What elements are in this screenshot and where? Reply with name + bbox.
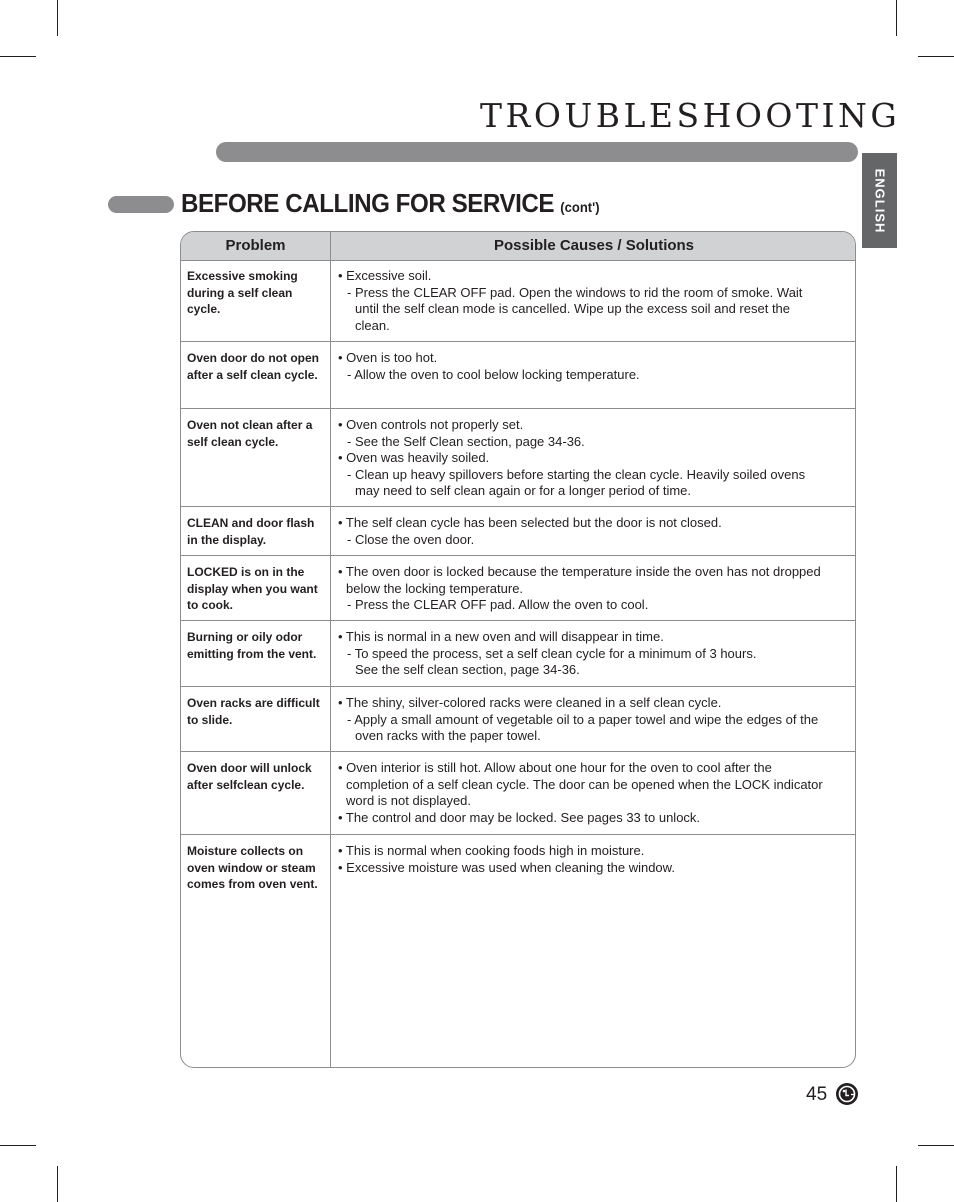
crop-mark [918, 56, 954, 57]
solution-line: - Press the CLEAR OFF pad. Allow the oven to cool. [347, 597, 649, 612]
language-tab [862, 153, 897, 248]
table-row [181, 342, 855, 409]
solution-cell [338, 843, 854, 876]
column-header-problem: Problem [225, 237, 286, 254]
solution-cell [338, 564, 854, 614]
section-heading-suffix: (cont') [560, 199, 600, 215]
section-heading-text: BEFORE CALLING FOR SERVICE [181, 188, 555, 218]
solution-line: • This is normal in a new oven and will disappear in time. [338, 629, 664, 644]
solution-line: - Allow the oven to cool below locking temperature. [347, 366, 640, 382]
solution-cell [338, 629, 854, 679]
solution-cell [338, 350, 854, 383]
solution-line: - To speed the process, set a self clean cycle for a minimum of 3 hours. [347, 645, 757, 661]
problem-cell: Oven door do not open after a self clean cycle. [187, 351, 319, 382]
problem-cell: Oven door will unlock after selfclean cycle. [187, 761, 312, 792]
page-title: TROUBLESHOOTING [480, 96, 901, 135]
table-row [181, 556, 855, 621]
solution-cell [338, 417, 854, 500]
solution-line: • Oven controls not properly set. [338, 417, 524, 432]
table-row [181, 507, 855, 556]
solution-line: - Press the CLEAR OFF pad. Open the windows to rid the room of smoke. Wait [347, 284, 803, 300]
solution-cell [338, 760, 854, 826]
table-row [181, 752, 855, 835]
solution-line: • Excessive soil. [338, 268, 432, 283]
problem-cell: Oven not clean after a self clean cycle. [187, 418, 313, 449]
crop-mark [0, 1145, 36, 1146]
crop-mark [57, 1166, 58, 1202]
problem-cell: Oven racks are difficult to slide. [187, 696, 320, 727]
solution-line: oven racks with the paper towel. [355, 728, 541, 743]
problem-cell: LOCKED is on in the display when you want to cook. [187, 565, 318, 612]
table-header [181, 232, 855, 261]
solution-line: word is not displayed. [346, 793, 472, 808]
solution-line: clean. [355, 317, 390, 333]
crop-mark [918, 1145, 954, 1146]
solution-line: • Excessive moisture was used when cleaning the window. [338, 859, 675, 875]
solution-line: • Oven was heavily soiled. [338, 450, 490, 465]
troubleshooting-table [180, 231, 856, 1068]
crop-mark [0, 56, 36, 57]
solution-line: - Apply a small amount of vegetable oil to a paper towel and wipe the edges of the [347, 711, 819, 727]
solution-line: - Close the oven door. [347, 531, 475, 547]
solution-line: - See the Self Clean section, page 34-36. [347, 433, 585, 449]
table-row [181, 260, 855, 342]
crop-mark [896, 1166, 897, 1202]
solution-cell [338, 695, 854, 745]
solution-line: See the self clean section, page 34-36. [355, 662, 580, 677]
problem-cell: CLEAN and door flash in the display. [187, 516, 315, 547]
solution-line: • Oven is too hot. [338, 350, 438, 365]
page-number: 45 [806, 1084, 828, 1105]
column-header-solutions: Possible Causes / Solutions [493, 237, 695, 254]
crop-mark [896, 0, 897, 36]
section-heading [181, 188, 600, 219]
table-row [181, 621, 855, 687]
solution-line: until the self clean mode is cancelled. Wipe up the excess soil and reset the [355, 301, 791, 316]
column-divider [330, 232, 331, 1067]
section-marker [108, 196, 174, 213]
language-tab-label: ENGLISH [872, 168, 887, 234]
table-row [181, 409, 855, 507]
lg-logo-icon [836, 1083, 858, 1105]
solution-line: • The shiny, silver-colored racks were cleaned in a self clean cycle. [338, 695, 722, 710]
problem-cell: Excessive smoking during a self clean cycle. [187, 269, 298, 316]
solution-line: below the locking temperature. [346, 580, 524, 596]
solution-line: • The control and door may be locked. See pages 33 to unlock. [338, 809, 701, 825]
problem-cell: Burning or oily odor emitting from the vent. [187, 630, 317, 661]
solution-line: • This is normal when cooking foods high in moisture. [338, 843, 645, 858]
table-row [181, 687, 855, 752]
solution-line: completion of a self clean cycle. The door can be opened when the LOCK indicator [346, 776, 823, 792]
solution-line: may need to self clean again or for a longer period of time. [355, 483, 692, 498]
solution-line: • Oven interior is still hot. Allow about one hour for the oven to cool after the [338, 760, 772, 775]
solution-cell [338, 515, 854, 548]
solution-line: • The oven door is locked because the temperature inside the oven has not dropped [338, 564, 821, 579]
table-row [181, 835, 855, 1068]
crop-mark [57, 0, 58, 36]
solution-line: • The self clean cycle has been selected but the door is not closed. [338, 515, 722, 530]
solution-cell [338, 268, 854, 334]
header-bar [216, 142, 858, 162]
problem-cell: Moisture collects on oven window or steam comes from oven vent. [187, 844, 318, 891]
solution-line: - Clean up heavy spillovers before starting the clean cycle. Heavily soiled ovens [347, 466, 806, 482]
